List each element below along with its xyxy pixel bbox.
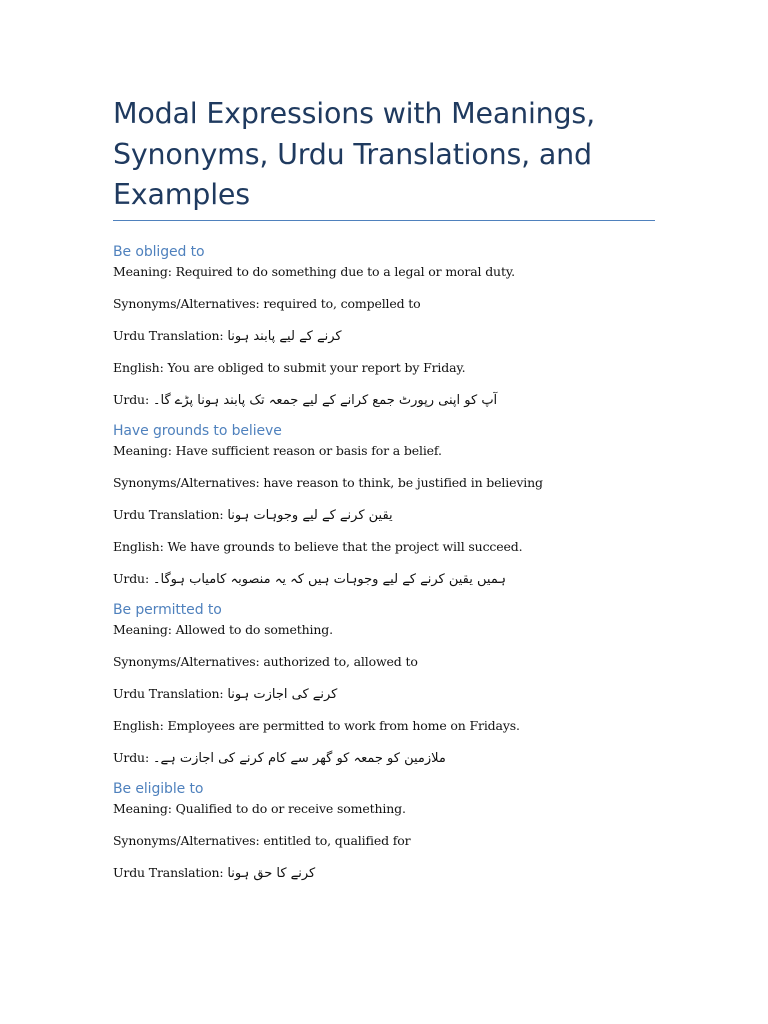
urdu-example-line (113, 570, 673, 588)
urdu-translation-line (113, 327, 673, 359)
urdu-translation-label: Urdu Translation: (113, 686, 224, 701)
urdu-translation-text: کرنے کے لیے پابند ہونا (227, 329, 342, 344)
meaning-line: Meaning: Have sufficient reason or basis for a belief. (113, 443, 442, 458)
urdu-example-label: Urdu: (113, 571, 150, 586)
urdu-example-text: آپ کو اپنی رپورٹ جمع کرانے کے لیے جمعہ تک پابند ہونا پڑے گا۔ (152, 393, 498, 408)
section-heading: Have grounds to believe (113, 423, 282, 439)
title-underline-rule (113, 220, 655, 221)
urdu-translation-line (113, 864, 673, 882)
urdu-translation-text: یقین کرنے کے لیے وجوہات ہونا (227, 508, 393, 523)
synonyms-line: Synonyms/Alternatives: required to, compelled to (113, 296, 421, 311)
section-be-eligible-to (113, 778, 673, 882)
meaning-line: Meaning: Qualified to do or receive something. (113, 801, 406, 816)
synonyms-line: Synonyms/Alternatives: authorized to, allowed to (113, 654, 418, 669)
meaning-line: Meaning: Allowed to do something. (113, 622, 333, 637)
sections-list (113, 241, 673, 882)
urdu-translation-text: کرنے کی اجازت ہونا (227, 687, 338, 702)
meaning-line: Meaning: Required to do something due to a legal or moral duty. (113, 264, 515, 279)
section-have-grounds-to-believe (113, 420, 673, 588)
urdu-example-text: ملازمین کو جمعہ کو گھر سے کام کرنے کی اجازت ہے۔ (152, 751, 446, 766)
english-example-line: English: Employees are permitted to work from home on Fridays. (113, 718, 520, 733)
english-example-line: English: We have grounds to believe that the project will succeed. (113, 539, 523, 554)
urdu-example-label: Urdu: (113, 392, 150, 407)
synonyms-line: Synonyms/Alternatives: entitled to, qualified for (113, 833, 411, 848)
urdu-translation-label: Urdu Translation: (113, 507, 224, 522)
section-be-obliged-to (113, 241, 673, 409)
english-example-line: English: You are obliged to submit your report by Friday. (113, 360, 466, 375)
section-be-permitted-to (113, 599, 673, 767)
document-title: Modal Expressions with Meanings, Synonyms, Urdu Translations, and Examples (113, 97, 595, 211)
synonyms-line: Synonyms/Alternatives: have reason to think, be justified in believing (113, 475, 543, 490)
section-heading: Be obliged to (113, 244, 205, 260)
urdu-translation-line (113, 685, 673, 717)
urdu-translation-line (113, 506, 673, 538)
section-heading: Be eligible to (113, 781, 204, 797)
urdu-example-line (113, 749, 673, 767)
urdu-example-line (113, 391, 673, 409)
section-heading: Be permitted to (113, 602, 222, 618)
urdu-example-label: Urdu: (113, 750, 150, 765)
urdu-translation-label: Urdu Translation: (113, 865, 224, 880)
urdu-example-text: ہمیں یقین کرنے کے لیے وجوہات ہیں کہ یہ منصوبہ کامیاب ہوگا۔ (152, 572, 506, 587)
urdu-translation-label: Urdu Translation: (113, 328, 224, 343)
urdu-translation-text: کرنے کا حق ہونا (227, 866, 316, 881)
